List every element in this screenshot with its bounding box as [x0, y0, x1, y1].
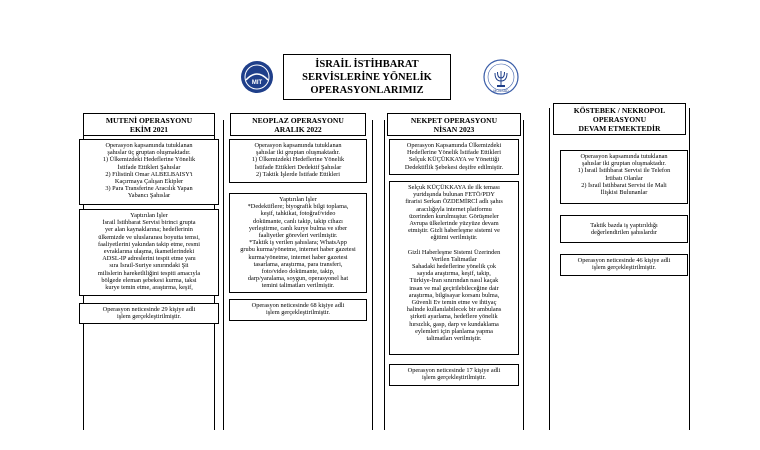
text-line: şirketi ayarlama, hedeflere yönelik	[410, 313, 498, 321]
column-4-header-status: DEVAM ETMEKTEDİR	[578, 124, 661, 133]
text-line: etmiştir. Gizli haberleşme sistemi ve	[408, 227, 500, 235]
text-line: yerleştirme, canlı kurye bulma ve siber	[248, 224, 348, 232]
text-line: ülkemizde ve uluslararası boyutta temsi,	[98, 233, 200, 241]
text-line: Taktik bazda iş yaptırıldığı	[590, 222, 658, 229]
text-line: üzerinden kurulmuştur. Görüşmeler	[409, 212, 499, 220]
column-2-header	[230, 113, 366, 136]
text-line: 1) İsrail İstihbarat Servisi ile Telefon	[577, 167, 671, 175]
column-1-header-name: MUTENİ OPERASYONU	[105, 116, 193, 125]
column-1-groups-box	[79, 139, 219, 205]
text-line: Selçuk KÜÇÜKKAYA ve Yönettiği	[408, 156, 500, 164]
column-4-header-name: KÖSTEBEK / NEKROPOL	[573, 106, 666, 115]
text-line: faaliyetler görevleri verilmiştir.	[258, 232, 338, 240]
text-line: Yaptırılan İşler	[130, 212, 168, 219]
text-line: keşif, tahkikat, fotoğraf/video	[260, 210, 336, 218]
text-line: sayıda araştırma, keşif, takip,	[417, 270, 491, 278]
text-line: aracılığıyla internet platformu	[416, 205, 492, 213]
text-line: Operasyon kapsamında tutuklanan	[580, 153, 668, 160]
text-line: 3) Para Transferine Aracılık Yapan	[105, 185, 193, 193]
text-line: Hedeflerine Yönelik İstifade Ettikleri	[406, 149, 501, 157]
text-line: kurye temin etme, araştırma, keşif,	[105, 284, 193, 292]
column-2-result-box	[229, 299, 367, 321]
text-line: 1) Ülkemizdeki Hedeflerine Yönelik	[251, 156, 345, 164]
text-line: evraklarına ulaşma, ikametlerindeki	[103, 248, 195, 256]
text-line: 1) Ülkemizdeki Hedeflerine Yönelik	[102, 156, 196, 164]
text-line: yurtdışında bulunan FETÖ/PDY	[413, 191, 495, 199]
column-3-result-box	[389, 364, 519, 386]
text-line: Gizli Haberleşme Sistemi Üzerinden	[407, 248, 501, 256]
column-1-header-date: EKİM 2021	[129, 125, 169, 134]
text-line: darp/yaralama, soygun, operasyonel hat	[247, 275, 349, 283]
text-line: Operasyon neticesinde 68 kişiye adli	[251, 302, 345, 309]
text-line: Operasyon Kapsamında Ülkemizdeki	[406, 142, 502, 149]
text-line: yer alan kaynaklarına; hedeflerinin	[105, 226, 193, 234]
text-line: foto/video dokümante, takip,	[261, 268, 335, 276]
mossad-logo-text: MOSSAD	[493, 89, 509, 93]
text-line: Operasyon kapsamında tutuklanan	[254, 142, 342, 149]
text-line: araştırma, bilgisayar korsanı bulma,	[408, 291, 500, 299]
mit-logo	[240, 60, 274, 94]
text-line: İsrail İstihbarat Servisi birinci grupta	[102, 219, 196, 227]
title-line-3: OPERASYONLARIMIZ	[310, 85, 424, 96]
text-line: şahıslar üç gruptan oluşmaktadır.	[107, 149, 191, 157]
text-line: *Dedektiflere; biyografik bilgi toplama,	[247, 203, 349, 211]
title-line-2: SERVİSLERİNE YÖNELİK	[302, 72, 432, 83]
column-2-tasks-box	[229, 193, 367, 293]
column-1-result-box	[79, 303, 219, 324]
column-2-header-date: ARALIK 2022	[274, 125, 322, 134]
main-title	[283, 54, 451, 100]
text-line: Operasyon neticesinde 17 kişiye adli	[407, 367, 501, 374]
text-line: İlişkisi Bulunanlar	[600, 189, 648, 197]
text-line: işlem gerçekleştirilmiştir.	[421, 374, 486, 382]
text-line: 2) Taktik İşlerde İstifade Ettikleri	[255, 170, 341, 178]
column-3-groups-box	[389, 139, 519, 175]
text-line: dokümante, canlı takip, takip cihazı	[253, 217, 343, 225]
text-line: Operasyon neticesinde 46 kişiye adli	[577, 257, 671, 264]
spacer	[393, 242, 515, 249]
text-line: eğitimi verilmiştir.	[430, 234, 478, 242]
column-2-header-name: NEOPLAZ OPERASYONU	[252, 116, 344, 125]
text-line: 2) İsrail İstihbarat Servisi ile Mali	[581, 181, 667, 189]
text-line: grubu kurma/yönetme, internet haber gazetesi	[240, 246, 356, 254]
text-line: kurma/yönetme, internet haber gazetesi	[248, 253, 348, 261]
text-line: firarisi Serkan ÖZDEMİRCİ adlı şahıs	[405, 198, 503, 206]
text-line: Sahadaki hedeflerine yönelik çok	[411, 263, 497, 271]
text-line: işlem gerçekleştirilmiştir.	[116, 313, 181, 321]
text-line: tasarlama, araştırma, para transferi,	[253, 260, 343, 268]
text-line: insan ve mal geçirilebileceğine dair	[409, 284, 499, 292]
text-line: temini talimatları verilmiştir.	[261, 282, 335, 290]
text-line: Yabancı Şahıslar	[127, 192, 171, 200]
column-4-tasks-box	[560, 215, 688, 243]
text-line: Dedektiflik Şebekesi deşifre edilmiştir.	[404, 163, 504, 171]
text-line: şahıslar iki gruptan oluşmaktadır.	[582, 160, 666, 168]
text-line: Selçuk KÜÇÜKKAYA ile ilk teması	[408, 184, 500, 191]
column-4-header	[553, 103, 686, 135]
text-line: Yaptırılan İşler	[279, 196, 317, 203]
text-line: ADSL-IP adreslerini tespit etme yanı	[102, 255, 196, 263]
column-4-header-sub: OPERASYONU	[592, 115, 647, 124]
text-line: Avrupa ülkelerinde yüzyüze devam	[409, 220, 499, 228]
text-line: Güvenli Ev temin etme ve ihtiyaç	[411, 299, 497, 307]
title-line-1: İSRAİL İSTİHBARAT	[315, 59, 419, 70]
column-1-tasks-box	[79, 209, 219, 296]
text-line: eylemleri için planlama yapma	[415, 327, 493, 335]
text-line: işlem gerçekleştirilmiştir.	[591, 264, 656, 272]
column-1-header	[83, 113, 215, 136]
text-line: faaliyetlerini yakından takip etme, resmi	[98, 240, 200, 248]
text-line: *Taktik iş verilen şahıslara; WhatsApp	[249, 239, 347, 247]
text-line: şahıslar iki gruptan oluşmaktadır.	[256, 149, 340, 157]
mossad-logo	[483, 59, 519, 95]
text-line: sıra İsrail-Suriye sınırındaki Şii	[109, 262, 189, 270]
text-line: değerlendirilen şahıslardır	[591, 229, 657, 237]
text-line: İstifade Ettikleri Dedektif Şahıslar	[254, 163, 342, 171]
column-3-tasks-box	[389, 181, 519, 355]
text-line: Kaçırmaya Çalışan Ekipler	[114, 178, 184, 186]
column-4-result-box	[560, 254, 688, 276]
text-line: hırsızlık, gasp, darp ve kundaklama	[409, 320, 499, 328]
column-3-header	[387, 113, 521, 136]
column-4-groups-box	[560, 150, 688, 204]
text-line: İstifade Ettikleri Şahıslar	[117, 163, 181, 171]
column-2-groups-box	[229, 139, 367, 183]
text-line: Verilen Talimatlar	[431, 255, 477, 263]
text-line: halinde kullanılabilecek bir ambulans	[406, 306, 502, 314]
text-line: Operasyon kapsamında tutuklanan	[105, 142, 193, 149]
text-line: işlem gerçekleştirilmiştir.	[265, 309, 330, 317]
mit-logo-text: MIT	[251, 80, 263, 86]
text-line: 2) Filistinli Omar ALBELBAISY'i	[105, 170, 193, 178]
text-line: İrtibatı Olanlar	[605, 174, 643, 182]
column-3-header-name: NEKPET OPERASYONU	[410, 116, 498, 125]
text-line: Operasyon neticesinde 29 kişiye adli	[102, 306, 196, 313]
text-line: bölgede eleman şebekesi kurma, taksi	[101, 276, 197, 284]
column-3-header-date: NİSAN 2023	[433, 125, 475, 134]
text-line: milislerin hareketliliğini tespiti amacıyla	[97, 269, 201, 277]
text-line: talimatları verilmiştir.	[426, 335, 482, 343]
text-line: Türkiye-İran sınırından nasıl kaçak	[409, 277, 499, 285]
